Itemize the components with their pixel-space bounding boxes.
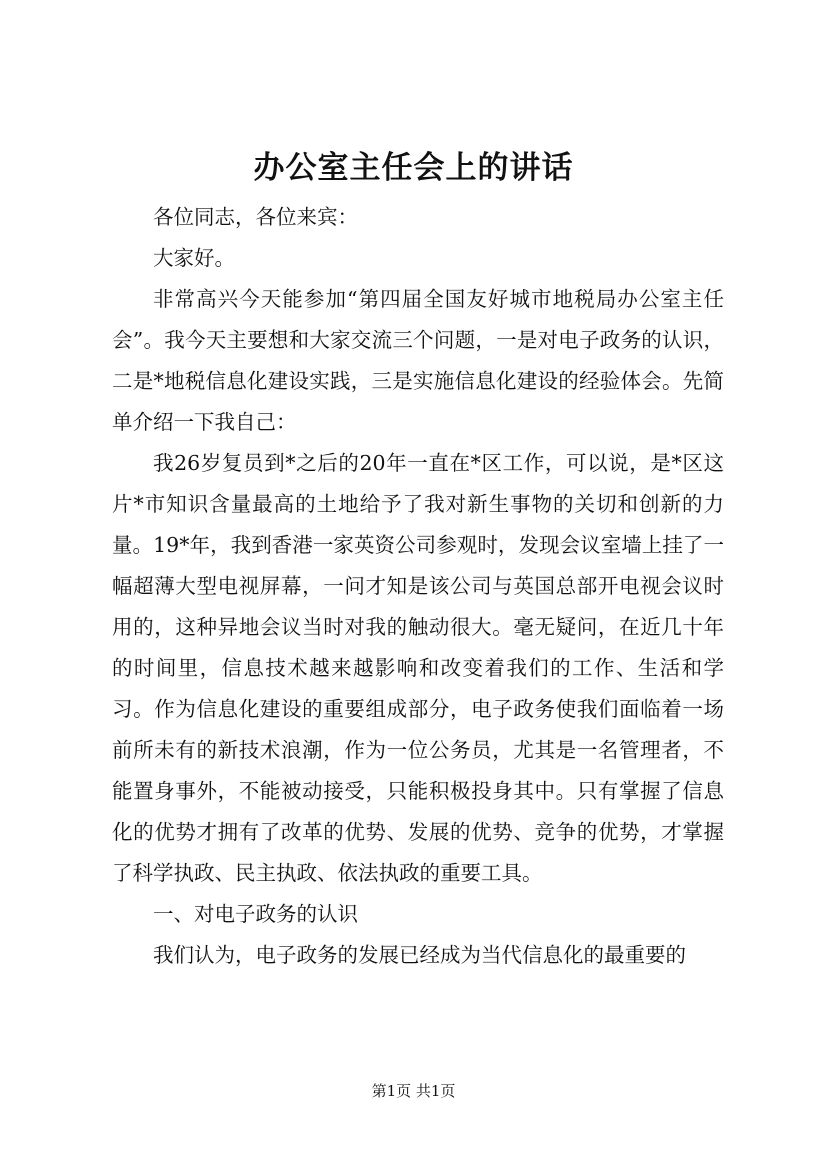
document-title: 办公室主任会上的讲话 [253, 150, 574, 186]
greeting-paragraph: 各位同志，各位来宾： [153, 205, 358, 229]
page-number-footer: 第1页 共1页 [371, 1082, 456, 1100]
section-heading: 一、对电子政务的认识 [153, 902, 358, 926]
section-paragraph: 我们认为，电子政务的发展已经成为当代信息化的最重要的 [153, 943, 686, 967]
intro-paragraph: 非常高兴今天能参加“第四届全国友好城市地税局办公室主任会”。我今天主要想和大家交流三个问题，一是对电子政务的认识，二是*地税信息化建设实践，三是实施信息化建设的经验体会。先简单介绍一下我自己： [112, 287, 724, 434]
salutation-paragraph: 大家好。 [153, 246, 235, 270]
background-paragraph: 我26岁复员到*之后的20年一直在*区工作，可以说，是*区这片*市知识含量最高的土地给予了我对新生事物的关切和创新的力量。19*年，我到香港一家英资公司参观时，发现会议室墙上挂了一幅超薄大型电视屏幕，一问才知是该公司与英国总部开电视会议时用的，这种异地会议当时对我的触动很大。毫无疑问，在近几十年的时间里，信息技术越来越影响和改变着我们的工作、生活和学习。作为信息化建设的重要组成部分，电子政务使我们面临着一场前所未有的新技术浪潮，作为一位公务员，尤其是一名管理者，不能置身事外，不能被动接受，只能积极投身其中。只有掌握了信息化的优势才拥有了改革的优势、发展的优势、竞争的优势，才掌握了科学执政、民主执政、依法执政的重要工具。 [112, 451, 724, 885]
document-body [112, 197, 724, 976]
